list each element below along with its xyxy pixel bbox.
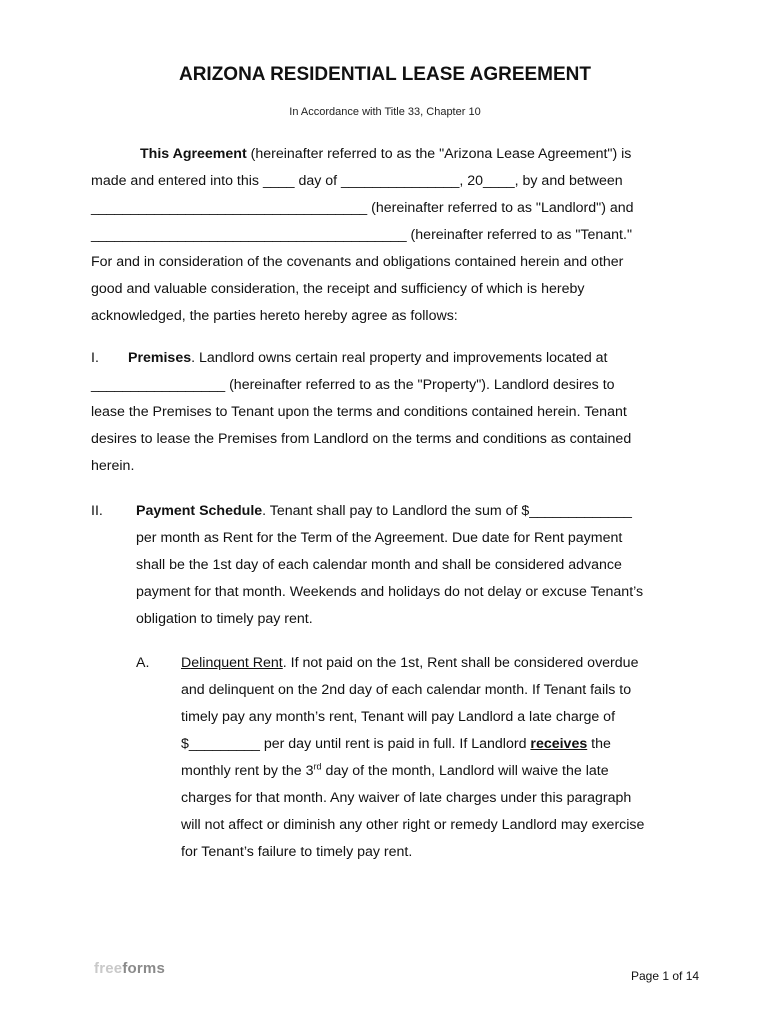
section-2-line-3: shall be the 1st day of each calendar month and shall be considered advance [136,557,622,573]
subsection-a-line-5-post: day of the month, Landlord will waive the late [321,763,609,779]
section-premises [91,345,631,480]
subsection-a-line-4-post: the [587,736,611,752]
section-1-line-2: _________________ (hereinafter referred to as the "Property"). Landlord desires to [91,377,615,393]
intro-line-4: ________________________________________ (hereinafter referred to as "Tenant." [91,227,632,243]
subsection-a-line-3: timely pay any month’s rent, Tenant will pay Landlord a late charge of [181,709,616,725]
ordinal-suffix: rd [313,761,322,772]
logo-free: free [94,960,123,977]
section-2-heading: Payment Schedule [136,503,263,519]
section-payment-schedule [136,498,643,633]
intro-paragraph [91,141,634,330]
intro-line-2: made and entered into this ____ day of _______________, 20____, by and between [91,173,623,189]
section-2-number: II. [91,503,103,519]
subsection-a-line-7: will not affect or diminish any other right or remedy Landlord may exercise [181,817,645,833]
intro-line-3: ___________________________________ (hereinafter referred to as "Landlord") and [91,200,634,216]
subsection-a-line-6: charges for that month. Any waiver of late charges under this paragraph [181,790,632,806]
section-1-line-3: lease the Premises to Tenant upon the terms and conditions contained herein. Tenant [91,404,627,420]
intro-line-7: acknowledged, the parties hereto hereby agree as follows: [91,308,458,324]
section-1-number: I. [91,350,99,366]
subsection-a-heading: Delinquent Rent [181,655,283,671]
section-1-line-1: . Landlord owns certain real property and improvements located at [191,350,608,366]
page-number: Page 1 of 14 [631,969,700,983]
section-1-line-4: desires to lease the Premises from Landlord on the terms and conditions as contained [91,431,632,447]
subsection-a-line-1: . If not paid on the 1st, Rent shall be considered overdue [282,655,639,671]
document-subtitle: In Accordance with Title 33, Chapter 10 [289,106,481,118]
receives-emphasis: receives [530,736,588,752]
subsection-a-line-2: and delinquent on the 2nd day of each calendar month. If Tenant fails to [181,682,632,698]
section-1-heading: Premises [128,350,192,366]
section-2-line-4: payment for that month. Weekends and holidays do not delay or excuse Tenant’s [136,584,644,600]
subsection-a-line-8: for Tenant’s failure to timely pay rent. [181,844,413,860]
intro-lead: This Agreement [140,146,247,162]
intro-line-1: (hereinafter referred to as the "Arizona Lease Agreement") is [246,146,632,162]
section-1-line-5: herein. [91,458,135,474]
section-2-line-5: obligation to timely pay rent. [136,611,313,627]
document-title: ARIZONA RESIDENTIAL LEASE AGREEMENT [178,64,592,85]
subsection-a-letter: A. [136,655,150,671]
subsection-delinquent-rent [181,650,644,866]
section-2-line-2: per month as Rent for the Term of the Agreement. Due date for Rent payment [136,530,623,546]
subsection-a-line-5-pre: monthly rent by the 3 [181,763,314,779]
section-2-line-1: . Tenant shall pay to Landlord the sum of $_____________ [262,503,632,519]
subsection-a-line-4-pre: $_________ per day until rent is paid in full. If Landlord [181,736,531,752]
logo-forms: forms [122,960,166,977]
intro-line-5: For and in consideration of the covenants and obligations contained herein and other [91,254,624,270]
freeforms-logo [94,960,165,977]
intro-line-6: good and valuable consideration, the receipt and sufficiency of which is hereby [91,281,585,297]
